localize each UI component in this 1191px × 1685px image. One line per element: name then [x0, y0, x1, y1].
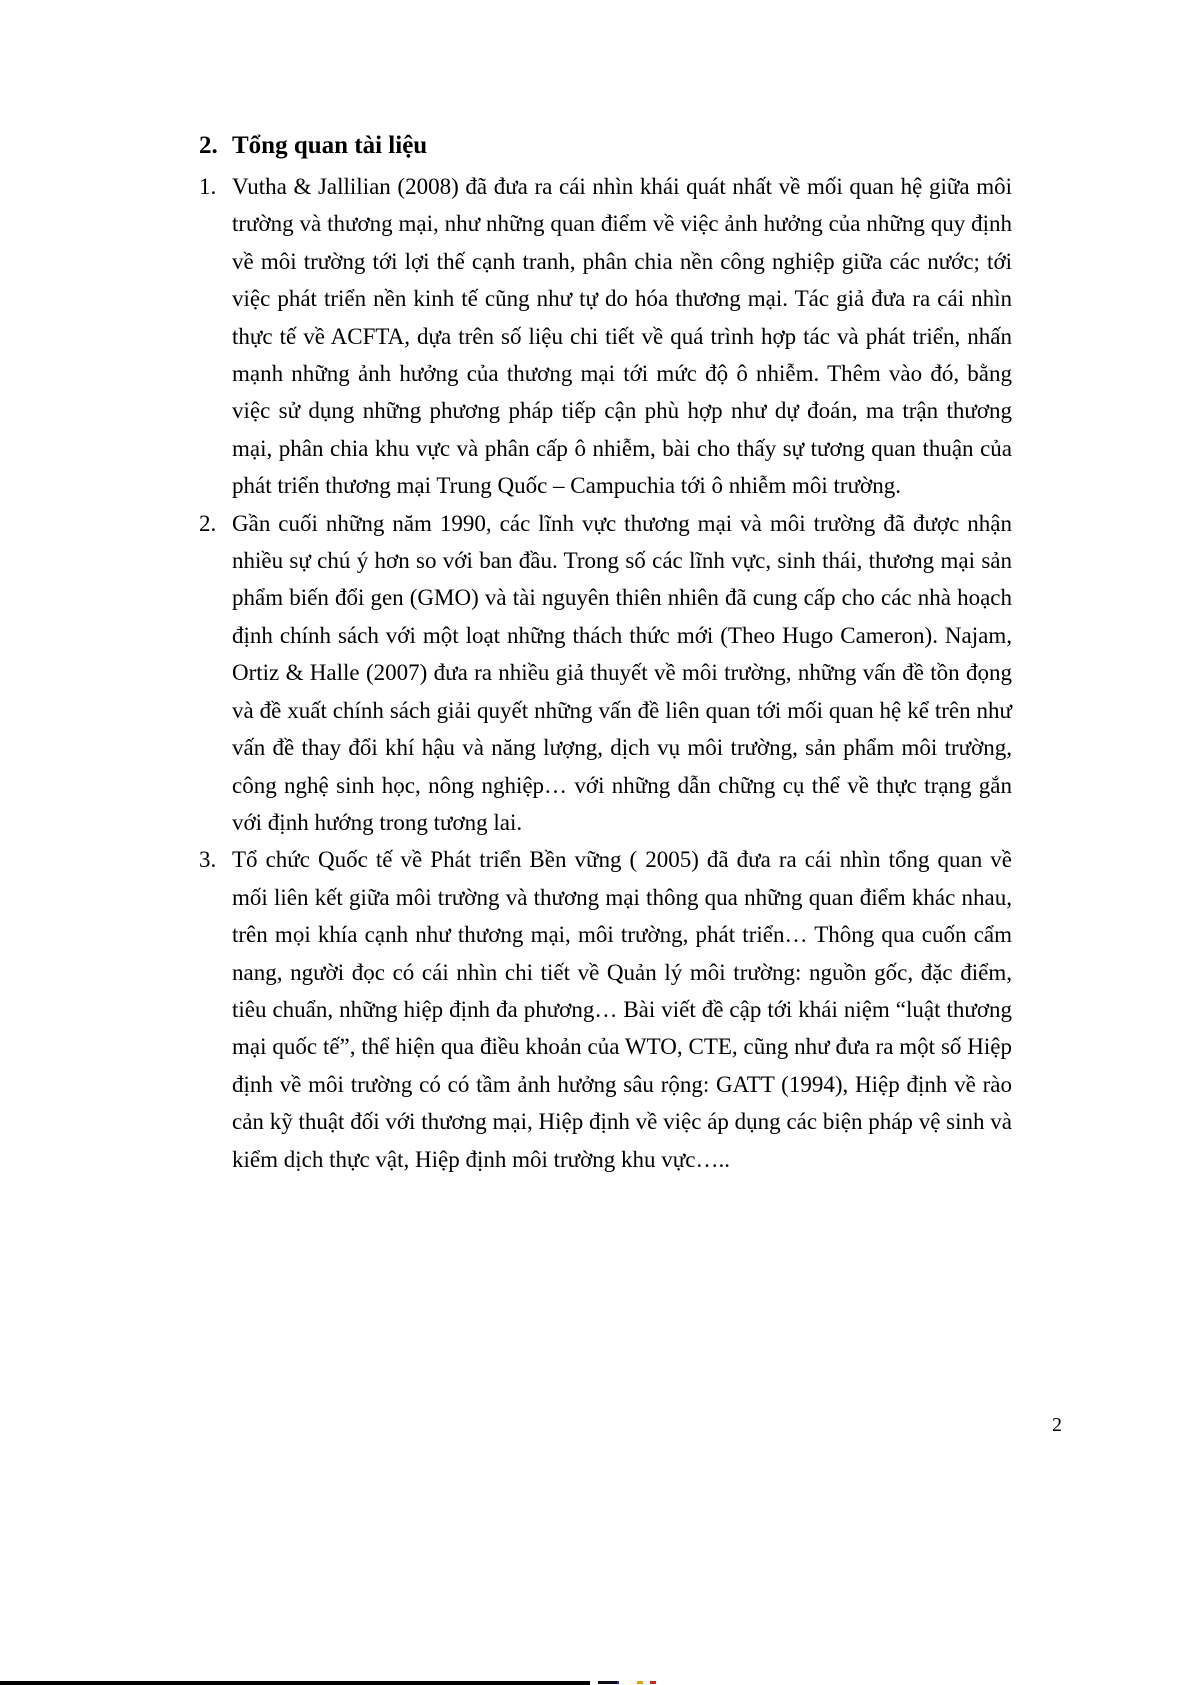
heading-number: 2. — [199, 132, 218, 159]
bottom-edge-segment — [598, 1681, 619, 1684]
list-item-number: 3. — [199, 847, 217, 873]
list-item-number: 2. — [199, 510, 217, 536]
heading-title: Tổng quan tài liệu — [232, 132, 428, 159]
bottom-edge-bar — [0, 1681, 590, 1685]
list-item-number: 1. — [199, 174, 217, 199]
list-item-text: Vutha & Jallilian (2008) đã đưa ra cái nhìn khái quát nhất về mối quan hệ giữa môi trường và thương mại, như những quan điểm về việc ảnh hưởng của những quy định về môi trường tới lợi thế cạnh tranh, phân chia nền công nghiệp giữa các nước; tới việc phát triển nền kinh tế cũng như tự do hóa thương mại. Tác giả đưa ra cái nhìn thực tế về ACFTA, dựa trên số liệu chi tiết về quá trình hợp tác và phát triển, nhấn mạnh những ảnh hưởng của thương mại tới mức độ ô nhiễm. Thêm vào đó, bằng việc sử dụng những phương pháp tiếp cận phù hợp như dự đoán, ma trận thương mại, phân chia khu vực và phân cấp ô nhiễm, bài cho thấy sự tương quan thuận của phát triển thương mại Trung Quốc – Campuchia tới ô nhiễm môi trường. — [232, 174, 1012, 499]
bottom-edge-yellow-dot — [637, 1681, 643, 1684]
bottom-edge-red-dot — [650, 1681, 656, 1684]
list-item-text: Gần cuối những năm 1990, các lĩnh vực thương mại và môi trường đã được nhận nhiều sự chú ý hơn so với ban đầu. Trong số các lĩnh vực, sinh thái, thương mại sản phẩm biến đổi gen (GMO) và tài nguyên thiên nhiên đã cung cấp cho các nhà hoạch định chính sách với một loạt những thách thức mới (Theo Hugo Cameron). Najam, Ortiz & Halle (2007) đưa ra nhiều giả thuyết về môi trường, những vấn đề tồn đọng và đề xuất chính sách giải quyết những vấn đề liên quan tới mối quan hệ kể trên như vấn đề thay đổi khí hậu và năng lượng, dịch vụ môi trường, sản phẩm môi trường, công nghệ sinh học, nông nghiệp… với những dẫn chững cụ thể về thực trạng gắn với định hướng trong tương lai. — [232, 510, 1012, 835]
page-number: 2 — [1052, 1414, 1062, 1436]
list-item — [199, 841, 1012, 1178]
list-item — [199, 168, 1012, 505]
document-body — [199, 124, 1012, 1178]
list-item-text: Tổ chức Quốc tế về Phát triển Bền vững ( 2005) đã đưa ra cái nhìn tổng quan về mối liên kết giữa môi trường và thương mại thông qua những quan điểm khác nhau, trên mọi khía cạnh như thương mại, môi trường, phát triển… Thông qua cuốn cẩm nang, người đọc có cái nhìn chi tiết về Quản lý môi trường: nguồn gốc, đặc điểm, tiêu chuẩn, những hiệp định đa phương… Bài viết đề cập tới khái niệm “luật thương mại quốc tế”, thể hiện qua điều khoản của WTO, CTE, cũng như đưa ra một số Hiệp định về môi trường có có tầm ảnh hưởng sâu rộng: GATT (1994), Hiệp định về rào cản kỹ thuật đối với thương mại, Hiệp định về việc áp dụng các biện pháp vệ sinh và kiểm dịch thực vật, Hiệp định môi trường khu vực….. — [232, 847, 1012, 1172]
list-item — [199, 505, 1012, 842]
section-heading — [199, 124, 1012, 168]
